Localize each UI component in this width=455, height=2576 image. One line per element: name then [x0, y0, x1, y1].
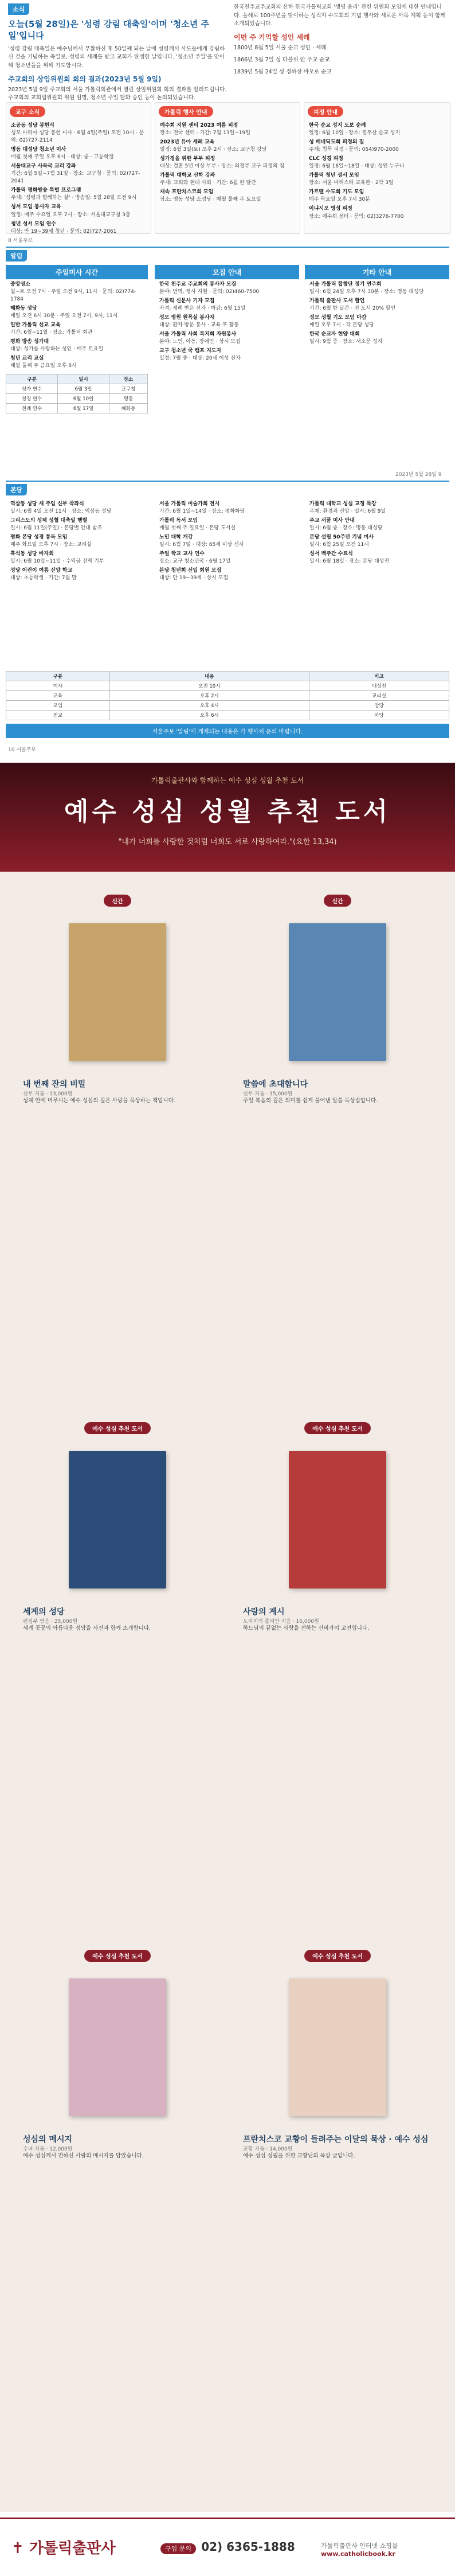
- book-pill: 예수 성심 추천 도서: [304, 1422, 371, 1434]
- survey-body: 2023년 5월 9일 주교회의 서울 가톨릭회관에서 열린 상임위원회 회의 결과를 알려드립니다. 주교회의 교회법위원회 위원 임명, 청소년 주일 담화 승인 등이 논의되었습니다.: [8, 86, 227, 102]
- list-item: 가르멜 수도회 기도 모임 매주 목요일 오후 7시 30분: [309, 189, 370, 203]
- table-row: 성가 연수 6월 3일 교구청: [6, 384, 148, 393]
- list-item: 가톨릭 대학교 성심 교정 특강 주제: 환경과 신앙 · 일시: 6월 9일: [309, 501, 386, 515]
- book-meta: 편집부 엮음 · 25,000원: [23, 1619, 78, 1625]
- parish-table: 구분 내용 비고 미사 오전 10시 대성전 교육 오후 2시 교리실 모임 오후 4시 강당 친교 오후 6시 마당: [6, 671, 449, 720]
- survey-title: 주교회의 상임위원회 회의 결과(2023년 5월 9일): [8, 75, 162, 83]
- book-title: 프란치스코 교황이 들려주는 이달의 묵상 · 예수 성심: [243, 2135, 429, 2144]
- list-item: 혜화동 성당 매일 오전 6시 30분 · 주일 오전 7시, 9시, 11시: [10, 306, 118, 319]
- list-item: 재속 프란치스코회 모임 장소: 명동 성당 소성당 · 매월 둘째 주 토요일: [160, 189, 261, 203]
- list-item: 성서 모임 봉사자 교육 일정: 매주 수요일 오후 7시 · 장소: 서울대교구청 3층: [11, 204, 131, 218]
- book-pill: 예수 성심 추천 도서: [304, 1950, 371, 1962]
- table-row: 미사 오전 10시 대성전: [6, 681, 449, 691]
- phone-number: 02) 6365-1888: [201, 2540, 295, 2554]
- list-item: 흑석동 성당 바자회 일시: 6월 10일~11일 · 수익금 전액 기부: [10, 551, 104, 565]
- publisher-name: 가톨릭출판사: [29, 2540, 116, 2557]
- list-item: 노인 대학 개강 일시: 6월 7일 · 대상: 65세 이상 신자: [159, 534, 244, 548]
- right-body: 한국천주교주교회의 산하 한국가톨릭교회 '생명 윤리' 관련 위원회 모임에 대한 안내입니다. 올해로 100주년을 맞이하는 성직자 수도회의 기념 행사와 새로운 사목 계획 등이 함께 소개되었습니다.: [234, 4, 446, 28]
- page-number: 10 서울주보: [8, 747, 37, 753]
- list-item: 성모 병원 원목실 봉사자 대상: 환자 방문 봉사 · 교육 후 활동: [159, 315, 239, 329]
- book-desc: 주일 복음의 깊은 의미를 쉽게 풀어낸 말씀 묵상집입니다.: [243, 1098, 378, 1104]
- mass-times-column: [6, 265, 148, 413]
- list-item: 그리스도의 성체 성혈 대축일 행렬 일시: 6월 11일(주일) · 본당별 안내 참조: [10, 518, 103, 532]
- list-item: 가톨릭 출판사 도서 할인 기간: 6월 한 달간 · 전 도서 20% 할인: [309, 298, 396, 312]
- table-row: 성경 연수 6월 10일 명동: [6, 393, 148, 403]
- book-meta: 신부 지음 · 15,000원: [243, 1091, 293, 1097]
- book-desc: 예수 성심 성월을 위한 교황님의 묵상 글입니다.: [243, 2153, 355, 2159]
- list-item: 한국 천주교 주교회의 봉사자 모집 분야: 번역, 행사 지원 · 문의: 02)460-7500: [159, 282, 260, 295]
- book-meta: 수녀 지음 · 12,000원: [23, 2146, 73, 2152]
- box-title: 교구 소식: [10, 106, 45, 117]
- book-pill: 예수 성심 추천 도서: [84, 1422, 151, 1434]
- list-item: 소공동 성당 봉헌식 성모 마리아 성당 봉헌 미사 · 6월 4일(주일) 오전 10시 · 문의: 02)727-2114: [11, 123, 144, 144]
- table-row: 친교 오후 6시 마당: [6, 711, 449, 720]
- column-title: 모집 안내: [155, 265, 299, 279]
- section-divider: [6, 481, 449, 482]
- book-cover: [289, 1978, 386, 2116]
- page-number: 8 서울주보: [8, 238, 33, 244]
- seminar-item: 1800년 8월 5일 서울 순교 성인 · 세례: [234, 45, 327, 52]
- diocese-news-box: [6, 102, 151, 234]
- book-pill: 신간: [324, 895, 351, 907]
- notice-tag: 알림: [6, 250, 27, 261]
- site-url: www.catholicbook.kr: [321, 2550, 395, 2558]
- table-row: 교육 오후 2시 교리실: [6, 691, 449, 701]
- book-desc: 성체 안에 머무시는 예수 성심의 깊은 사랑을 묵상하는 책입니다.: [23, 1098, 175, 1104]
- list-item: 일반 가톨릭 선교 교육 기간: 6월~11월 · 장소: 가톨릭 회관: [10, 322, 93, 336]
- list-item: 성모 성월 기도 모임 마감 매일 오후 7시 · 각 본당 성당: [309, 315, 374, 329]
- list-item: 명동 대성당 청소년 미사 매월 첫째 주일 오후 6시 · 대상: 중 · 고등학생: [11, 147, 114, 161]
- book-cover: [289, 1451, 386, 1588]
- book-desc: 예수 성심께서 전하신 사랑의 메시지를 담았습니다.: [23, 2153, 144, 2159]
- table-row: 모임 오후 4시 강당: [6, 701, 449, 711]
- list-item: 성 베네딕도회 피정의 집 주제: 침묵 피정 · 문의: 054)970-2000: [309, 139, 399, 153]
- top-left-column: [8, 3, 228, 106]
- list-item: 성가정을 위한 부부 피정 대상: 결혼 5년 이상 부부 · 장소: 의정부 교구 피정의 집: [160, 156, 285, 170]
- recruit-column: [155, 265, 299, 364]
- events-box: [155, 102, 300, 234]
- parish-right-column: [305, 499, 449, 567]
- parish-tag: 본당: [6, 484, 27, 495]
- seminar-item: 1866년 3월 7일 성 다블뤼 안 주교 순교: [234, 56, 330, 63]
- list-item: 교구 청소년 국 캠프 지도자 일정: 7월 중 · 대상: 20세 이상 신자: [159, 348, 241, 362]
- list-item: 예수회 지원 센터 2023 여름 피정 장소: 전국 센터 · 기간: 7월 13일~19일: [160, 123, 250, 136]
- book-card[interactable]: [11, 1422, 223, 1938]
- seminar-item: 1839년 5월 24일 성 정하상 바오로 순교: [234, 68, 332, 75]
- etc-column: [305, 265, 449, 348]
- book-meta: 노리치의 줄리안 지음 · 16,000원: [243, 1619, 319, 1625]
- banner-kicker: 가톨릭출판사와 함께하는 예수 성심 성월 추천 도서: [151, 776, 304, 784]
- list-item: 가톨릭 독서 모임 매월 첫째 주 일요일 · 본당 도서실: [159, 518, 236, 532]
- banner-title: 예수 성심 성월 추천 도서: [64, 797, 391, 826]
- intro-paragraph: '성령 강림 대축일은 예수님께서 부활하신 후 50일째 되는 날에 성령께서 사도들에게 강림하신 것을 기념하는 축일로, 성령의 세례를 받고 교회가 탄생한 날입니다. '청소년 주일'을 맞이해 청소년들을 위해 기도합시다.: [8, 45, 225, 69]
- list-item: 서울 가톨릭 사회 복지회 자원봉사 분야: 노인, 아동, 장애인 · 상시 모집: [159, 331, 241, 345]
- book-cover: [289, 923, 386, 1061]
- list-item: 중앙성소 월~토 오전 7시 · 주일 오전 9시, 11시 · 문의: 02)774-1784: [10, 282, 136, 303]
- box-title: 가톨릭 행사 안내: [159, 106, 213, 117]
- schedule-table: 구분 일시 장소 성가 연수 6월 3일 교구청 성경 연수 6월 10일 명동 전례 연수 6월 17일 혜화동: [6, 374, 148, 413]
- section-divider: [6, 247, 449, 248]
- cross-icon: ✝: [11, 2540, 24, 2557]
- book-meta: 교황 지음 · 14,000원: [243, 2146, 293, 2152]
- news-tag: 소식: [8, 3, 29, 15]
- site-label: 가톨릭출판사 인터넷 쇼핑몰: [321, 2542, 398, 2550]
- list-item: 서울 가톨릭 미술가회 전시 기간: 6월 1일~14일 · 장소: 평화화랑: [159, 501, 245, 515]
- list-item: 가톨릭 신문사 기자 모집 자격: 세례 받은 신자 · 마감: 6월 15일: [159, 298, 246, 312]
- parish-table-wrap: [6, 671, 449, 738]
- list-item: 이냐시오 영성 피정 장소: 예수회 센터 · 문의: 02)3276-7700: [309, 206, 404, 220]
- retreat-box: [304, 102, 450, 234]
- publisher-footer: [0, 2518, 455, 2576]
- list-item: 주일 학교 교사 연수 장소: 교구 청소년국 · 6월 17일: [159, 551, 231, 565]
- list-item: 본당 청년회 신입 회원 모집 대상: 만 19~39세 · 상시 모집: [159, 568, 229, 581]
- book-desc: 세계 곳곳의 아름다운 성당을 사진과 함께 소개합니다.: [23, 1625, 151, 1632]
- book-meta: 신부 지음 · 13,000원: [23, 1091, 73, 1097]
- book-title: 사랑의 계시: [243, 1607, 285, 1617]
- parish-mid-column: [155, 499, 299, 584]
- book-card[interactable]: [232, 895, 444, 1411]
- list-item: 역삼동 성당 새 주임 신부 착좌식 일시: 6월 4일 오전 11시 · 장소: 역삼동 성당: [10, 501, 112, 515]
- book-desc: 하느님의 끝없는 사랑을 전하는 신비가의 고전입니다.: [243, 1625, 370, 1632]
- table-row: 전례 연수 6월 17일 혜화동: [6, 403, 148, 413]
- book-pill: 예수 성심 추천 도서: [84, 1950, 151, 1962]
- banner-quote: "내가 너희를 사랑한 것처럼 너희도 서로 사랑하여라."(요한 13,34): [118, 838, 337, 846]
- book-cover: [69, 923, 166, 1061]
- column-title: 주일미사 시간: [6, 265, 148, 279]
- book-card[interactable]: [11, 1950, 223, 2466]
- book-banner: [0, 763, 455, 872]
- list-item: 평화 본당 성경 통독 모임 매주 화요일 오후 7시 · 장소: 교리실: [10, 534, 92, 548]
- notice-tag-wrap: [6, 250, 27, 261]
- list-item: 한국 순교 성지 도보 순례 일정: 6월 10일 · 장소: 절두산 순교 성지: [309, 123, 401, 136]
- footer-note: 서울주보 '알림'에 게재되는 내용은 각 행사처 문의 바랍니다.: [6, 724, 449, 738]
- seminar-title: 이번 주 기억할 성인 세례: [234, 33, 310, 42]
- list-item: 청년 교리 교실 매월 둘째 주 금요일 오후 8시: [10, 356, 77, 369]
- list-item: 성당 어린이 여름 신앙 학교 대상: 초등학생 · 기간: 7월 말: [10, 568, 77, 581]
- list-item: 본당 설립 50주년 기념 미사 일시: 6월 25일 오전 11시: [309, 534, 374, 548]
- phone-label: 구입 문의: [160, 2543, 196, 2554]
- book-cover: [69, 1451, 166, 1588]
- book-cover: [69, 1978, 166, 2116]
- top-right-column: [234, 3, 448, 80]
- list-item: 주교 서품 미사 안내 일시: 6월 중 · 장소: 명동 대성당: [309, 518, 383, 532]
- box-title: 피정 안내: [308, 106, 343, 117]
- list-item: 한국 순교자 현양 대회 일시: 9월 중 · 장소: 서소문 성지: [309, 331, 383, 345]
- list-item: 서울 가톨릭 합창단 정기 연주회 일시: 6월 24일 오후 7시 30분 · 장소: 명동 대성당: [309, 282, 424, 295]
- column-title: 기타 안내: [305, 265, 449, 279]
- list-item: 성서 백주간 수료식 일시: 6월 18일 · 장소: 본당 대성전: [309, 551, 389, 565]
- parish-tag-wrap: [6, 484, 27, 495]
- book-title: 말씀에 초대합니다: [243, 1080, 308, 1089]
- list-item: 가톨릭 청년 성서 모임 장소: 서울 마리스타 교육관 · 2박 3일: [309, 173, 394, 186]
- book-title: 성심의 메시지: [23, 2135, 73, 2144]
- list-item: 2023년 유아 세례 교육 일정: 6월 3일(토) 오후 2시 · 장소: 교구청 강당: [160, 139, 267, 153]
- book-card[interactable]: [232, 1422, 444, 1938]
- main-headline: 오늘(5월 28일)은 '성령 강림 대축일'이며 '청소년 주일'입니다: [8, 19, 209, 41]
- book-card[interactable]: [232, 1950, 444, 2466]
- list-item: 가톨릭 대학교 신학 강좌 주제: 교회와 현대 사회 · 기간: 6월 한 달간: [160, 173, 256, 186]
- list-item: 가톨릭 평화방송 특별 프로그램 주제: '성령과 함께하는 삶' · 방송일: 5월 28일 오전 9시: [11, 188, 137, 201]
- parish-left-column: [6, 499, 148, 584]
- book-pill: 신간: [104, 895, 131, 907]
- list-item: CLC 성경 피정 일정: 6월 16일~18일 · 대상: 성인 누구나: [309, 156, 405, 170]
- publisher-logo: [11, 2536, 116, 2558]
- book-card[interactable]: [11, 895, 223, 1411]
- book-title: 내 번째 잔의 비밀: [23, 1080, 86, 1089]
- page-number: 2023년 5월 28일 9: [395, 472, 442, 478]
- list-item: 서울대교구 사목국 교리 강좌 기간: 6월 5일~7월 31일 · 장소: 교구청 · 문의: 02)727-2041: [11, 163, 140, 185]
- list-item: 청년 성서 모임 연수 대상: 만 19~39세 청년 · 문의: 02)727-2061: [11, 221, 117, 235]
- book-title: 세계의 성당: [23, 1607, 65, 1617]
- list-item: 평화 방송 성가대 대상: 성가를 사랑하는 성인 · 매주 토요일: [10, 339, 104, 353]
- site-link[interactable]: [321, 2541, 398, 2558]
- phone-block[interactable]: [160, 2540, 295, 2554]
